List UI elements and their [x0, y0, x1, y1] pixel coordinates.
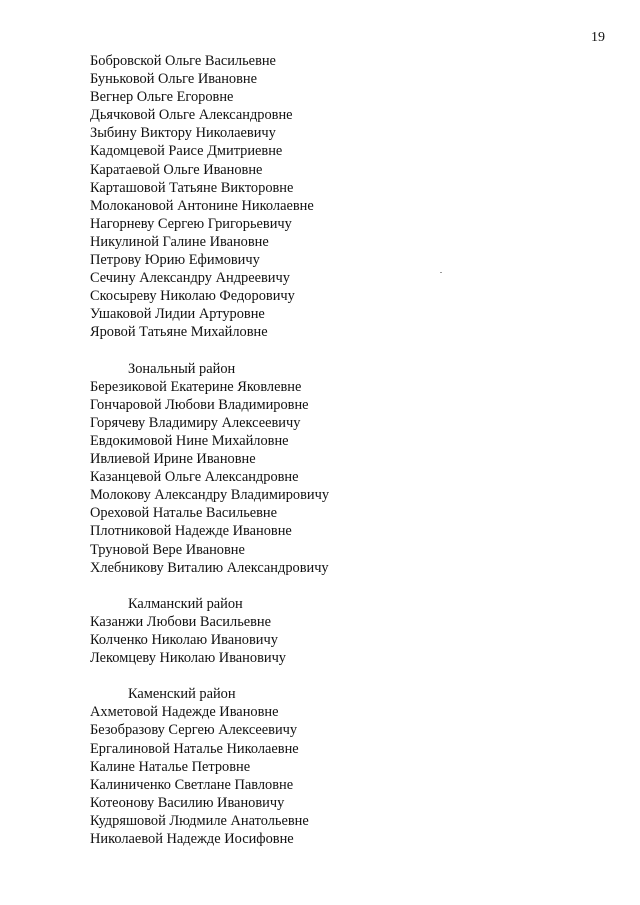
list-item: Никулиной Галине Ивановне [90, 233, 269, 250]
district-zonalny [90, 360, 610, 577]
list-item: Зыбину Виктору Николаевичу [90, 125, 276, 142]
list-item: Казанцевой Ольге Александровне [90, 469, 299, 486]
page-number: 19 [591, 30, 605, 45]
list-item: Каратаевой Ольге Ивановне [90, 161, 263, 178]
list-item: Сечину Александру Андреевичу [90, 270, 290, 287]
list-item: Николаевой Надежде Иосифовне [90, 831, 294, 848]
list-item: Кадомцевой Раисе Дмитриевне [90, 143, 283, 160]
list-item: Скосыреву Николаю Федоровичу [90, 288, 295, 305]
list-item: Карташовой Татьяне Викторовне [90, 179, 294, 196]
list-item: Петрову Юрию Ефимовичу [90, 252, 260, 269]
name-list [90, 378, 610, 577]
name-list-first [90, 52, 610, 342]
list-item: Хлебникову Виталию Александровичу [90, 559, 329, 576]
list-item: Колченко Николаю Ивановичу [90, 632, 278, 648]
list-item: Гончаровой Любови Владимировне [90, 396, 309, 413]
list-item: Нагорневу Сергею Григорьевичу [90, 215, 292, 232]
list-item: Кудряшовой Людмиле Анатольевне [90, 812, 309, 829]
name-list [90, 613, 610, 667]
list-item: Ахметовой Надежде Ивановне [90, 704, 279, 721]
list-item: Ушаковой Лидии Артуровне [90, 306, 265, 323]
list-item: Горячеву Владимиру Алексеевичу [90, 414, 301, 431]
list-item: Труновой Вере Ивановне [90, 541, 245, 558]
list-item: Вегнер Ольге Егоровне [90, 89, 234, 106]
list-item: Котеонову Василию Ивановичу [90, 794, 285, 811]
district-heading: Зональный район [128, 360, 236, 377]
list-item: Ивлиевой Ирине Ивановне [90, 451, 256, 468]
district-kamensky [90, 685, 610, 848]
list-item: Молокову Александру Владимировичу [90, 487, 330, 504]
document-body [90, 52, 610, 848]
district-heading: Калманский район [128, 595, 243, 612]
list-item: Буньковой Ольге Ивановне [90, 71, 258, 88]
list-item: Яровой Татьяне Михайловне [90, 324, 268, 341]
list-item: Плотниковой Надежде Ивановне [90, 523, 292, 540]
list-item: Евдокимовой Нине Михайловне [90, 432, 289, 449]
district-kalmansky [90, 595, 610, 667]
list-item: Калиниченко Светлане Павловне [90, 776, 294, 793]
list-item: Бобровской Ольге Васильевне [90, 53, 276, 69]
list-item: Молокановой Антонине Николаевне [90, 197, 314, 214]
list-item: Калине Наталье Петровне [90, 758, 251, 775]
list-item: Лекомцеву Николаю Ивановичу [90, 650, 287, 667]
list-item: Ергалиновой Наталье Николаевне [90, 740, 299, 757]
district-heading: Каменский район [128, 686, 236, 703]
list-item: Ореховой Наталье Васильевне [90, 505, 278, 522]
list-item: Березиковой Екатерине Яковлевне [90, 378, 302, 395]
name-list [90, 703, 610, 848]
list-item: Дьячковой Ольге Александровне [90, 107, 293, 124]
list-item: Казанжи Любови Васильевне [90, 613, 272, 630]
list-item: Безобразову Сергею Алексеевичу [90, 722, 298, 739]
